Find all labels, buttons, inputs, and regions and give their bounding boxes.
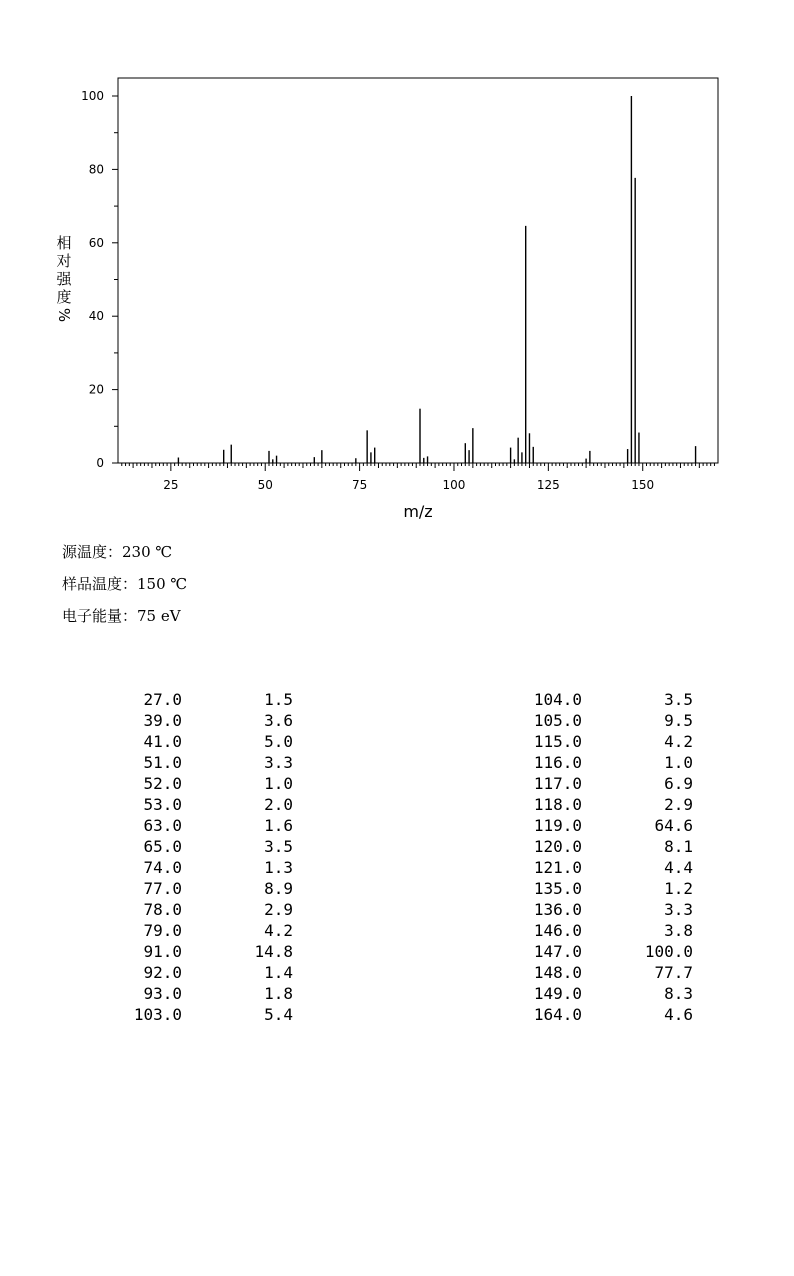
x-tick-label: 125 xyxy=(536,478,560,492)
y-axis-label-char: 相 xyxy=(56,234,72,252)
y-axis-label-char: % xyxy=(55,307,73,323)
peak-row xyxy=(100,752,300,773)
peak-mz: 92.0 xyxy=(143,963,182,982)
peak-mz: 74.0 xyxy=(143,858,182,877)
peak-row xyxy=(100,689,300,710)
peak-mz: 117.0 xyxy=(533,774,582,793)
peak-intensity: 3.5 xyxy=(264,837,293,856)
peak-intensity: 4.2 xyxy=(264,921,293,940)
peak-mz: 78.0 xyxy=(143,900,182,919)
peak-row xyxy=(500,794,700,815)
peak-mz: 39.0 xyxy=(143,711,182,730)
peak-intensity: 8.1 xyxy=(664,837,693,856)
peak-row xyxy=(500,899,700,920)
peak-mz: 149.0 xyxy=(533,984,582,1003)
peak-row xyxy=(500,983,700,1004)
peak-mz: 27.0 xyxy=(143,690,182,709)
peak-row xyxy=(100,710,300,731)
y-tick-label: 20 xyxy=(88,382,104,397)
peak-intensity: 3.6 xyxy=(264,711,293,730)
peak-intensity: 1.0 xyxy=(264,774,293,793)
peak-row xyxy=(100,836,300,857)
peak-row xyxy=(100,941,300,962)
peak-mz: 103.0 xyxy=(133,1005,182,1024)
peak-mz: 52.0 xyxy=(143,774,182,793)
peak-intensity: 8.9 xyxy=(264,879,293,898)
peak-intensity: 2.0 xyxy=(264,795,293,814)
peak-intensity: 1.0 xyxy=(664,753,693,772)
peak-intensity: 3.3 xyxy=(664,900,693,919)
peak-row xyxy=(100,815,300,836)
peak-row xyxy=(500,689,700,710)
peak-intensity: 4.4 xyxy=(664,858,693,877)
peak-mz: 135.0 xyxy=(533,879,582,898)
peak-row xyxy=(100,773,300,794)
peak-intensity: 4.2 xyxy=(664,732,693,751)
x-tick-label: 100 xyxy=(442,478,466,492)
peak-mz: 121.0 xyxy=(533,858,582,877)
sample-temperature: 样品温度：150 ℃ xyxy=(62,575,188,593)
peak-intensity: 2.9 xyxy=(264,900,293,919)
peak-row xyxy=(100,962,300,983)
peak-row xyxy=(100,1004,300,1025)
x-tick-label: 50 xyxy=(257,478,273,492)
y-tick-label: 60 xyxy=(88,235,104,250)
peak-row xyxy=(500,962,700,983)
y-tick-label: 100 xyxy=(81,89,104,103)
peak-mz: 147.0 xyxy=(533,942,582,961)
peak-mz: 120.0 xyxy=(533,837,582,856)
peak-mz: 41.0 xyxy=(143,732,182,751)
peak-mz: 118.0 xyxy=(533,795,582,814)
peak-mz: 77.0 xyxy=(143,879,182,898)
peak-mz: 79.0 xyxy=(143,921,182,940)
peak-mz: 116.0 xyxy=(533,753,582,772)
peak-row xyxy=(500,1004,700,1025)
peak-intensity: 1.5 xyxy=(264,690,293,709)
x-tick-label: 75 xyxy=(351,478,368,492)
peak-intensity: 1.8 xyxy=(264,984,293,1003)
peak-row xyxy=(100,899,300,920)
y-tick-label: 0 xyxy=(96,456,104,470)
peak-row xyxy=(100,794,300,815)
plot-frame xyxy=(118,78,718,463)
source-temperature: 源温度：230 ℃ xyxy=(62,543,173,561)
y-tick-label: 40 xyxy=(88,309,104,324)
peak-intensity: 1.6 xyxy=(264,816,293,835)
peak-intensity: 3.8 xyxy=(664,921,693,940)
peak-intensity: 1.2 xyxy=(664,879,693,898)
peak-mz: 105.0 xyxy=(533,711,582,730)
peak-intensity: 1.4 xyxy=(264,963,293,982)
y-tick-label: 80 xyxy=(88,162,104,177)
y-axis-label-char: 度 xyxy=(56,288,72,306)
peak-intensity: 3.5 xyxy=(664,690,693,709)
mass-spectrum-chart xyxy=(0,0,794,530)
peak-intensity: 77.7 xyxy=(654,963,693,982)
peak-row xyxy=(100,920,300,941)
peak-mz: 91.0 xyxy=(143,942,182,961)
y-axis-label-char: 对 xyxy=(56,252,72,270)
peak-intensity: 9.5 xyxy=(664,711,693,730)
peak-intensity: 4.6 xyxy=(664,1005,693,1024)
peak-intensity: 8.3 xyxy=(664,984,693,1003)
peak-row xyxy=(500,752,700,773)
electron-energy: 电子能量：75 eV xyxy=(62,607,181,625)
peak-row xyxy=(500,836,700,857)
peak-mz: 63.0 xyxy=(143,816,182,835)
peak-mz: 146.0 xyxy=(533,921,582,940)
peak-mz: 53.0 xyxy=(143,795,182,814)
peak-row xyxy=(500,857,700,878)
peak-row xyxy=(100,983,300,1004)
x-tick-label: 25 xyxy=(163,478,179,492)
peak-mz: 115.0 xyxy=(533,732,582,751)
peak-intensity: 14.8 xyxy=(254,942,293,961)
peak-intensity: 2.9 xyxy=(664,795,693,814)
peak-intensity: 1.3 xyxy=(264,858,293,877)
peak-row xyxy=(500,731,700,752)
peak-intensity: 64.6 xyxy=(654,816,693,835)
peak-intensity: 5.0 xyxy=(264,732,293,751)
peak-intensity: 3.3 xyxy=(264,753,293,772)
y-axis-label-char: 强 xyxy=(56,270,72,288)
peak-intensity: 5.4 xyxy=(264,1005,293,1024)
x-tick-label: 150 xyxy=(631,478,655,492)
peak-mz: 104.0 xyxy=(533,690,582,709)
peak-row xyxy=(100,857,300,878)
peak-row xyxy=(100,878,300,899)
peak-row xyxy=(500,815,700,836)
peak-table-right xyxy=(500,689,700,1025)
peak-mz: 51.0 xyxy=(143,753,182,772)
peak-mz: 93.0 xyxy=(143,984,182,1003)
peak-row xyxy=(500,773,700,794)
peak-row xyxy=(500,878,700,899)
peak-mz: 136.0 xyxy=(533,900,582,919)
peak-mz: 65.0 xyxy=(143,837,182,856)
x-axis-label: m/z xyxy=(403,502,433,521)
peak-row xyxy=(100,731,300,752)
peak-row xyxy=(500,941,700,962)
peak-intensity: 6.9 xyxy=(664,774,693,793)
peak-mz: 119.0 xyxy=(533,816,582,835)
peak-mz: 148.0 xyxy=(533,963,582,982)
peak-row xyxy=(500,710,700,731)
peak-intensity: 100.0 xyxy=(644,942,693,961)
peak-table-left xyxy=(100,689,300,1025)
peak-row xyxy=(500,920,700,941)
peak-mz: 164.0 xyxy=(533,1005,582,1024)
